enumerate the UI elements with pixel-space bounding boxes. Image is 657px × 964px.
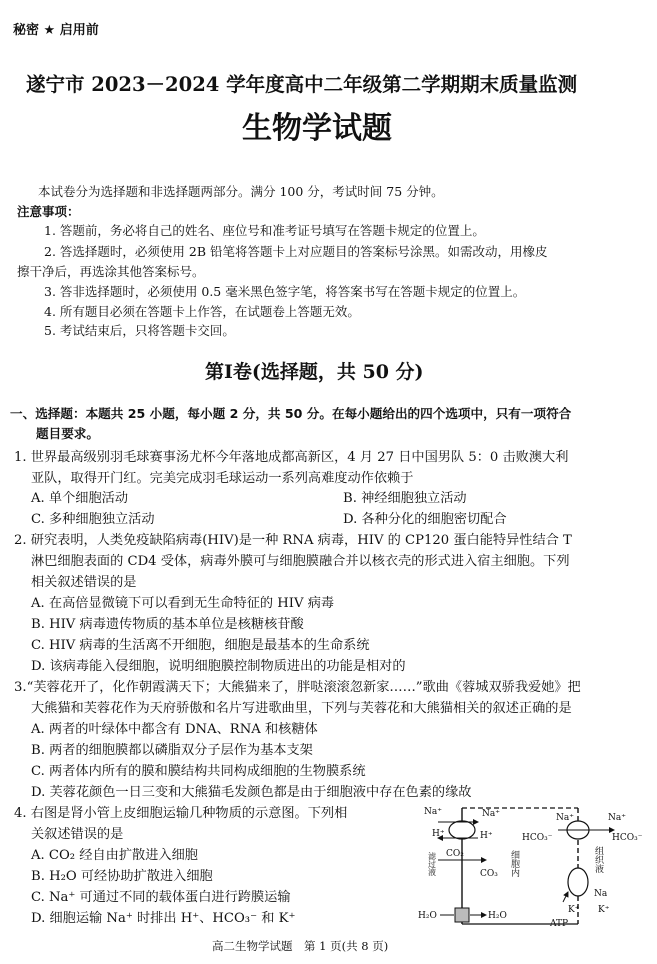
diagram-label: HCO₃⁻: [522, 833, 553, 843]
question-3-option-a: A. 两者的叶绿体中都含有 DNA、RNA 和核糖体: [31, 722, 318, 737]
question-2-option-d: D. 该病毒能入侵细胞，说明细胞膜控制物质进出的功能是相对的: [31, 659, 406, 674]
diagram-label: H⁺: [480, 831, 493, 841]
exam-title: 遂宁市 2023－2024 学年度高中二年级第二学期期末质量监测: [26, 73, 578, 96]
na-h-exchanger-icon: [449, 821, 475, 839]
question-4-option-a: A. CO₂ 经自由扩散进入细胞: [31, 848, 198, 863]
diagram-label: H₂O: [488, 911, 507, 921]
question-3-stem: 大熊猫和芙蓉花作为天府骄傲和名片写进歌曲里，下列与芙蓉花和大熊猫相关的叙述正确的是: [31, 701, 572, 716]
question-2-option-c: C. HIV 病毒的生活离不开细胞，细胞是最基本的生命系统: [31, 638, 370, 653]
section-title: 第Ⅰ卷(选择题，共 50 分): [205, 361, 424, 383]
question-2-stem: 2. 研究表明，人类免疫缺陷病毒(HIV)是一种 RNA 病毒，HIV 的 CP120 蛋白能特异性结合 T: [14, 533, 572, 548]
question-4-option-d: D. 细胞运输 Na⁺ 时排出 H⁺、HCO₃⁻ 和 K⁺: [31, 911, 296, 926]
question-4-option-b: B. H₂O 可经协助扩散进入细胞: [31, 869, 213, 884]
diagram-label: H⁺: [432, 829, 445, 839]
question-3-option-d: D. 芙蓉花颜色一日三变和大熊猫毛发颜色都是由于细胞液中存在色素的缘故: [31, 785, 472, 800]
diagram-label: CO₃: [480, 869, 498, 879]
question-2-stem: 相关叙述错误的是: [31, 575, 137, 590]
note-item: 2. 答选择题时，必须使用 2B 铅笔将答题卡上对应题目的答案标号涂黑。如需改动，用橡皮: [44, 244, 548, 259]
diagram-label: HCO₃⁻: [612, 833, 643, 843]
diagram-label: H₂O: [418, 911, 437, 921]
na-k-pump-icon: [568, 868, 588, 896]
question-2-option-b: B. HIV 病毒遗传物质的基本单位是核糖核苷酸: [31, 617, 304, 632]
question-1-stem: 1. 世界最高级别羽毛球赛事汤尤杯今年落地成都高新区，4 月 27 日中国男队 5：0 击败澳大利: [14, 450, 569, 465]
page-footer: 高二生物学试题 第 1 页(共 8 页): [212, 939, 389, 953]
question-1-option-d: D. 各种分化的细胞密切配合: [343, 512, 507, 527]
note-item: 4. 所有题目必须在答题卡上作答，在试题卷上答题无效。: [44, 304, 360, 319]
question-3-option-b: B. 两者的细胞膜都以磷脂双分子层作为基本支架: [31, 743, 313, 758]
section-instruction: 题目要求。: [36, 426, 99, 441]
diagram-label: Na⁺: [556, 813, 574, 823]
subject-title: 生物学试题: [242, 111, 392, 146]
question-1-option-b: B. 神经细胞独立活动: [343, 491, 467, 506]
section-instruction: 一、选择题：本题共 25 小题，每小题 2 分，共 50 分。在每小题给出的四个选项中，只有一项符合: [10, 406, 572, 421]
diagram-label: K⁺: [568, 905, 580, 915]
notes-heading: 注意事项：: [17, 204, 80, 219]
note-item: 1. 答题前，务必将自己的姓名、座位号和准考证号填写在答题卡规定的位置上。: [44, 223, 485, 238]
diagram-label: Na⁺: [482, 809, 500, 819]
diagram-label: CO₂: [446, 849, 464, 859]
question-1-option-c: C. 多种细胞独立活动: [31, 512, 155, 527]
question-1-option-a: A. 单个细胞活动: [31, 491, 129, 506]
note-item: 5. 考试结束后，只将答题卡交回。: [44, 323, 235, 338]
question-3-option-c: C. 两者体内所有的膜和膜结构共同构成细胞的生物膜系统: [31, 764, 366, 779]
diagram-label: Na: [594, 889, 608, 899]
question-2-option-a: A. 在高倍显微镜下可以看到无生命特征的 HIV 病毒: [31, 596, 335, 611]
question-1-stem: 亚队，取得开门红。完美完成羽毛球运动一系列高难度动作依赖于: [31, 471, 414, 486]
note-item: 3. 答非选择题时，必须使用 0.5 毫米黑色签字笔，将答案书写在答题卡规定的位置上。: [44, 284, 526, 299]
diagram-label: Na⁺: [608, 813, 626, 823]
note-item: 擦干净后，再选涂其他答案标号。: [17, 264, 205, 279]
diagram-label: Na⁺: [424, 807, 442, 817]
question-3-stem: 3.“芙蓉花开了，化作朝霞满天下；大熊猫来了，胖哒滚滚忽新家……”歌曲《蓉城双骄我爱她》把: [14, 680, 581, 695]
question-2-stem: 淋巴细胞表面的 CD4 受体，病毒外膜可与细胞膜融合并以核衣壳的形式进入宿主细胞。下列: [31, 554, 570, 569]
diagram-label: 细胞内: [509, 850, 519, 877]
tubule-cell-transport-diagram: [418, 800, 650, 935]
secret-label: 秘密 ★ 启用前: [13, 23, 99, 38]
diagram-label: 滤过液: [427, 852, 437, 876]
question-4-stem: 关叙述错误的是: [31, 827, 124, 842]
question-4-option-c: C. Na⁺ 可通过不同的载体蛋白进行跨膜运输: [31, 890, 291, 905]
question-4-stem: 4. 右图是肾小管上皮细胞运输几种物质的示意图。下列相: [14, 806, 348, 821]
aquaporin-icon: [455, 908, 469, 922]
diagram-label: 组织液: [593, 846, 603, 873]
diagram-label: ATP: [550, 919, 569, 929]
intro-text: 本试卷分为选择题和非选择题两部分。满分 100 分，考试时间 75 分钟。: [38, 184, 444, 199]
diagram-label: K⁺: [598, 905, 610, 915]
